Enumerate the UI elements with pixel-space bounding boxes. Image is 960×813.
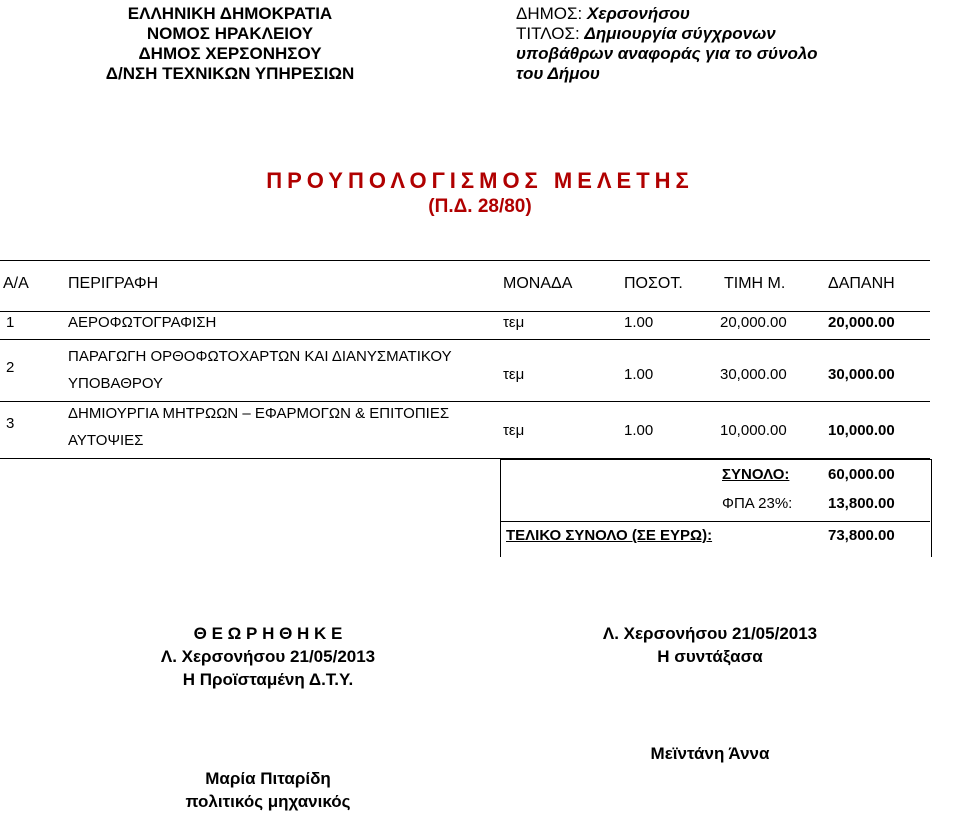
- row-cost: 10,000.00: [828, 422, 895, 439]
- row-price: 10,000.00: [720, 422, 787, 439]
- row-description: ΠΑΡΑΓΩΓΗ ΟΡΘΟΦΩΤΟΧΑΡΤΩΝ ΚΑΙ ΔΙΑΝΥΣΜΑΤΙΚΟΥ: [68, 348, 452, 365]
- issuer-line-1: ΕΛΛΗΝΙΚΗ ΔΗΜΟΚΡΑΤΙΑ: [127, 4, 333, 23]
- row-unit: τεμ: [503, 422, 525, 439]
- row-description: ΑΕΡΟΦΩΤΟΓΡΑΦΙΣΗ: [68, 314, 217, 331]
- col-header-aa: Α/Α: [3, 275, 29, 292]
- final-label: ΤΕΛΙΚΟ ΣΥΝΟΛΟ (ΣΕ ΕΥΡΩ):: [506, 527, 713, 544]
- row-unit: τεμ: [503, 314, 525, 331]
- titlos-label: ΤΙΤΛΟΣ:: [516, 24, 580, 43]
- author-name-block: [560, 742, 860, 765]
- table-header: [0, 260, 930, 312]
- row-price: 20,000.00: [720, 314, 787, 331]
- sum-label: ΣΥΝΟΛΟ:: [722, 466, 790, 483]
- project-info-block: [516, 4, 818, 84]
- col-header-unit: ΜΟΝΑΔΑ: [503, 275, 573, 292]
- row-cost: 30,000.00: [828, 366, 895, 383]
- row-unit: τεμ: [503, 366, 525, 383]
- approver-name: Μαρία Πιταρίδη: [205, 769, 331, 788]
- page-subtitle: (Π.Δ. 28/80): [428, 196, 532, 217]
- row-description: ΔΗΜΙΟΥΡΓΙΑ ΜΗΤΡΩΩΝ – ΕΦΑΡΜΟΓΩΝ & ΕΠΙΤΟΠΙΕΣ: [68, 405, 450, 422]
- author-name: Μεϊντάνη Άννα: [650, 744, 770, 763]
- row-aa: 3: [6, 415, 15, 432]
- titlos-value-1: Δημιουργία σύγχρονων: [584, 24, 776, 43]
- row-quantity: 1.00: [624, 366, 654, 383]
- issuer-line-4: Δ/ΝΣΗ ΤΕΧΝΙΚΩΝ ΥΠΗΡΕΣΙΩΝ: [105, 64, 355, 83]
- row-aa: 1: [6, 314, 15, 331]
- titlos-value-3: του Δήμου: [516, 64, 600, 83]
- final-value: 73,800.00: [828, 527, 895, 544]
- row-quantity: 1.00: [624, 422, 654, 439]
- author-signature-block: [550, 622, 870, 668]
- totals-divider: [500, 521, 930, 522]
- titlos-value-2: υποβάθρων αναφοράς για το σύνολο: [516, 44, 818, 63]
- issuer-line-2: ΝΟΜΟΣ ΗΡΑΚΛΕΙΟΥ: [146, 24, 314, 43]
- author-title: Η συντάξασα: [657, 647, 763, 666]
- approved-heading: Θ Ε Ω Ρ Η Θ Η Κ Ε: [193, 624, 343, 643]
- col-header-price: ΤΙΜΗ Μ.: [724, 275, 786, 292]
- dimos-value: Χερσονήσου: [586, 4, 690, 23]
- issuer-line-3: ΔΗΜΟΣ ΧΕΡΣΟΝΗΣΟΥ: [138, 44, 322, 63]
- row-description-cont: ΑΥΤΟΨΙΕΣ: [68, 432, 144, 449]
- approved-date: Λ. Χερσονήσου 21/05/2013: [160, 647, 376, 666]
- issuer-block: [80, 4, 380, 84]
- author-date: Λ. Χερσονήσου 21/05/2013: [602, 624, 818, 643]
- col-header-description: ΠΕΡΙΓΡΑΦΗ: [68, 275, 159, 292]
- row-aa: 2: [6, 359, 15, 376]
- sum-value: 60,000.00: [828, 466, 895, 483]
- col-header-quantity: ΠΟΣΟΤ.: [624, 275, 683, 292]
- col-header-cost: ΔΑΠΑΝΗ: [828, 275, 895, 292]
- row-cost: 20,000.00: [828, 314, 895, 331]
- row-price: 30,000.00: [720, 366, 787, 383]
- row-divider: [0, 401, 930, 402]
- row-description-cont: ΥΠΟΒΑΘΡΟΥ: [68, 375, 164, 392]
- dimos-label: ΔΗΜΟΣ:: [516, 4, 583, 23]
- vat-label: ΦΠΑ 23%:: [722, 495, 793, 512]
- row-divider: [0, 339, 930, 340]
- approver-role: πολιτικός μηχανικός: [185, 792, 351, 811]
- approver-title: Η Προϊσταμένη Δ.Τ.Υ.: [182, 670, 354, 689]
- approval-signature-block: [118, 622, 418, 691]
- vat-value: 13,800.00: [828, 495, 895, 512]
- page-title: ΠΡΟΥΠΟΛΟΓΙΣΜΟΣ ΜΕΛΕΤΗΣ: [266, 168, 694, 193]
- row-quantity: 1.00: [624, 314, 654, 331]
- approver-name-block: [118, 767, 418, 813]
